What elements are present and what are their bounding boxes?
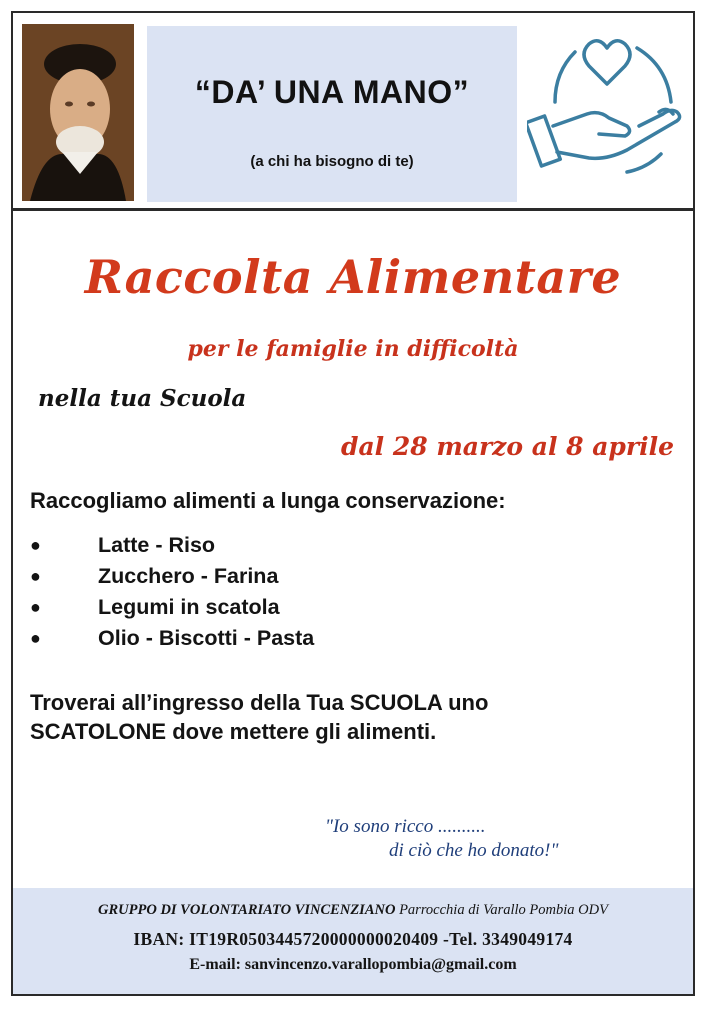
saint-portrait bbox=[22, 24, 134, 201]
list-item bbox=[26, 530, 314, 561]
school-line: nella tua Scuola bbox=[38, 385, 247, 412]
notice-line: SCATOLONE dove mettere gli alimenti. bbox=[30, 719, 437, 744]
food-list bbox=[26, 530, 314, 654]
list-item-label: Olio - Biscotti - Pasta bbox=[98, 626, 315, 650]
org-name: GRUPPO DI VOLONTARIATO VINCENZIANO bbox=[98, 902, 396, 918]
bullet-icon: ● bbox=[30, 628, 41, 648]
list-item bbox=[26, 592, 314, 623]
parish-name: Parrocchia di Varallo Pombia ODV bbox=[399, 902, 608, 918]
date-range: dal 28 marzo al 8 aprile bbox=[340, 432, 674, 461]
bullet-icon: ● bbox=[30, 566, 41, 586]
motto-heading: “DA’ UNA MANO” bbox=[194, 74, 470, 110]
list-item bbox=[26, 623, 314, 654]
quote bbox=[325, 815, 558, 863]
footer-organization bbox=[13, 902, 693, 919]
quote-line: "Io sono ricco .......... bbox=[325, 816, 486, 837]
heart-in-hand-icon bbox=[527, 22, 687, 192]
main-title: Raccolta Alimentare bbox=[84, 250, 622, 304]
list-item-label: Legumi in scatola bbox=[98, 595, 280, 619]
list-item bbox=[26, 561, 314, 592]
quote-line: di ciò che ho donato!" bbox=[389, 840, 559, 861]
bullet-icon: ● bbox=[30, 597, 41, 617]
footer-iban-phone: IBAN: IT19R0503445720000000020409 -Tel. 3349049174 bbox=[133, 929, 573, 949]
collection-notice bbox=[30, 688, 488, 746]
footer-email[interactable]: E-mail: sanvincenzo.varallopombia@gmail.com bbox=[189, 956, 517, 973]
motto-subtitle: (a chi ha bisogno di te) bbox=[250, 153, 414, 170]
collection-intro: Raccogliamo alimenti a lunga conservazione: bbox=[30, 488, 506, 513]
list-item-label: Latte - Riso bbox=[98, 533, 216, 557]
list-item-label: Zucchero - Farina bbox=[98, 564, 279, 588]
subtitle: per le famiglie in difficoltà bbox=[187, 336, 519, 362]
bullet-icon: ● bbox=[30, 535, 41, 555]
notice-line: Troverai all’ingresso della Tua SCUOLA uno bbox=[30, 690, 489, 715]
footer-box bbox=[13, 888, 693, 994]
header-title-box bbox=[147, 26, 517, 202]
header-divider bbox=[11, 208, 695, 211]
